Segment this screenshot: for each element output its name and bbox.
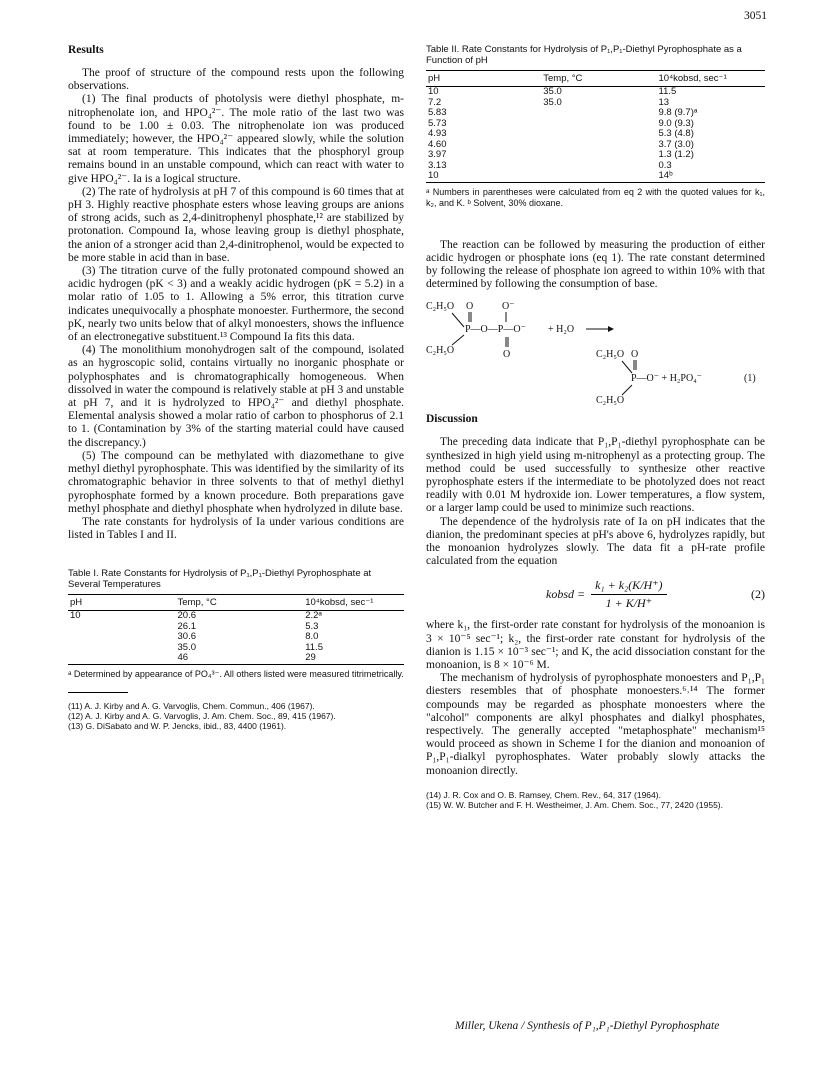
table-cell: 4.93 [428,128,447,139]
product-label: P—O⁻ + H₂PO₄⁻ [631,373,702,385]
discussion-paragraph: The mechanism of hydrolysis of pyrophosphate monoesters and P₁,P₁ diesters resembles that of phosphate monoesters.⁶˒¹⁴ The former compounds may be regarded as phosphate monoesters where the "alcohol" components are alkyl phosphates and dialkyl phosphates, respectively. The generally accepted "metaphosphate" mechanism¹⁵ would proceed as shown in Scheme I for the dianion and monoanion of P₁,P₁-dialkyl pyrophosphates. Water probably slowly attacks the monoanion directly. [426,672,765,777]
table-cell: 13 [658,96,670,108]
discussion-paragraph: The dependence of the hydrolysis rate of Ia on pH indicates that the dianion, the predominant species at pH's above 6, hydrolyzes rapidly, but the monoanion hydrolyzes slowly. The data fit a pH-rate profile calculated from the equation [426,515,765,568]
table-cell: 9.0 (9.3) [658,117,694,129]
equation-2 [426,578,765,611]
footnote: (13) G. DiSabato and W. P. Jencks, ibid., 83, 4400 (1961). [68,720,287,731]
equation-body [546,578,667,611]
table-cell: 4.60 [428,138,447,150]
table-cell: 11.5 [658,86,677,97]
table-cell [68,643,176,654]
table-row [426,171,765,182]
ethoxy-label: C₂H₅O [426,345,455,357]
table-cell: 0.3 [658,159,672,171]
table-cell: 30.6 [177,631,197,643]
equation-fraction [591,578,666,611]
equation-numerator: k₁ + k₂(K/H⁺) [591,578,666,595]
table-row [426,98,765,109]
equation-number: (2) [751,587,765,602]
table-cell: 3.13 [428,159,447,171]
scheme-chain: P—O—P—O⁻ [465,324,526,336]
ethoxy-label: C₂H₅O [596,349,625,361]
ethoxy-label: C₂H₅O [596,395,625,407]
table-cell: 9.8 (9.7)ᵃ [658,107,698,118]
results-paragraph: (4) The monolithium monohydrogen salt of the compound, isolated as an hygroscopic solid, contains virtually no inorganic phosphate or polyphosphates and is chromatographically homogeneous. When dissolved in water the compound is relatively stable at pH 3 and unstable at pH 7, and it is hydrolyzed to HPO₄²⁻ and diethyl phosphate. Elemental analysis showed a molar ratio of carbon to phosphorus of 2.1 to 1. (Contamination by 3% of the starting material could have caused the discrepancy.) [68,344,404,449]
table-2-note: ᵃ Numbers in parentheses were calculated from eq 2 with the quoted values for k₁, k₂, and K. ᵇ Solvent, 30% dioxane. [426,186,765,208]
table-header: 10⁴kobsd, sec⁻¹ [657,71,766,87]
table-cell: 20.6 [177,610,197,622]
scheme-bond [452,313,464,327]
table-cell [68,622,176,633]
table-row [426,87,765,98]
table-row [426,150,765,161]
table-1-note: ᵃ Determined by appearance of PO₄³⁻. All others listed were measured titrimetrically. [68,668,404,679]
footnote: (12) A. J. Kirby and A. G. Varvoglis, J. Am. Chem. Soc., 89, 415 (1967). [68,710,336,721]
table-cell: 5.3 (4.8) [658,128,694,139]
page-number: 3051 [744,10,767,22]
table-cell: 2.2ᵃ [305,610,322,622]
table-cell: 26.1 [177,620,197,632]
discussion-paragraph: where k₁, the first-order rate constant for hydrolysis of the monoanion is 3 × 10⁻⁵ sec⁻¹; k₂, the first-order rate constant for hydrolysis of the dianion is 1.15 × 10⁻³ sec⁻¹; and K, the acid dissociation constant for the monoanion, is 8 × 10⁻⁶ M. [426,619,765,671]
table-cell: 35.0 [543,96,562,108]
table-header: Temp, °C [541,71,656,87]
discussion-paragraph: The preceding data indicate that P₁,P₁-diethyl pyrophosphate can be synthesized in high yield using m-nitrophenyl as a protecting group. The method could be used successfully to synthesize other reactive pyrophosphate esters if the intermediate to be photolyzed does not react readily with 0.01 M hydroxide ion. Lower temperatures, a flow system, or a larger lamp could be used to minimize such reactions. [426,436,765,515]
table-cell: 5.3 [305,620,319,632]
table-cell [541,119,656,130]
equation-lhs: kobsd = [546,587,586,602]
table-cell: 11.5 [305,641,323,653]
table-cell: 1.3 (1.2) [658,149,694,160]
equation-denominator: 1 + K/H⁺ [605,596,653,611]
table-cell: 10 [428,170,439,181]
table-cell [541,171,656,182]
table-row [426,161,765,172]
scheme-bond [622,385,632,395]
table-row [426,108,765,119]
table-cell: 5.83 [428,107,447,118]
table-row [68,653,404,664]
table-1 [68,568,404,680]
arrowhead [608,326,614,332]
table-row [68,632,404,643]
water-label: + H₂O [548,324,575,336]
results-paragraph: (3) The titration curve of the fully protonated compound showed an acidic hydrogen (pK < 3) and a weakly acidic hydrogen (pK = 5.2) in a molar ratio of 1.05 to 1. Allowing a 5% error, this titration curve indicates unequivocally a phosphate monoester. Furthermore, the second pK, nearly two units below that of alkyl monoesters, shows the influence of an electronegative substituent.¹³ Compound Ia fits this data. [68,265,404,344]
table-row [426,129,765,140]
table-cell [541,129,656,140]
reaction-scheme [426,297,765,409]
results-paragraph: (5) The compound can be methylated with diazomethane to give methyl diethyl pyrophosphate. This was identified by the similarity of its chromatographic behavior in three solvents to that of methyl diethyl pyrophosphate formed by a known procedure. Both preparations gave methyl phosphate and diethyl phosphate when hydrolyzed in dilute base. [68,449,404,515]
table-cell: 5.73 [428,117,447,129]
table-cell: 10 [428,86,439,97]
table-row [68,643,404,654]
table-2-caption: Table II. Rate Constants for Hydrolysis of P₁,P₁-Diethyl Pyrophosphate as a Function of pH [426,44,742,66]
table-cell: 8.0 [305,631,319,643]
footnote-divider [68,692,128,693]
table-header: 10⁴kobsd, sec⁻¹ [303,595,404,611]
running-footer: Miller, Ukena / Synthesis of P₁,P₁-Diethyl Pyrophosphate [455,1020,720,1032]
table-row [68,622,404,633]
table-cell [541,108,656,119]
scheme-symbol: O⁻ [502,301,515,313]
table-cell [541,140,656,151]
table-cell [541,161,656,172]
scheme-symbol: O [631,349,639,361]
scheme-symbol: O [503,349,511,361]
results-paragraph: The rate constants for hydrolysis of Ia under various conditions are listed in Tables I and II. [68,515,404,542]
table-cell: 3.7 (3.0) [658,138,694,150]
table-cell [541,150,656,161]
table-cell: 46 [177,652,189,664]
table-header: pH [68,595,176,611]
left-column [68,44,404,731]
discussion-heading: Discussion [426,413,478,426]
table-2 [426,44,765,209]
table-1-grid [68,594,404,665]
results-paragraph: The proof of structure of the compound rests upon the following observations. [68,67,404,93]
table-row [426,140,765,151]
table-header: pH [426,71,541,87]
table-cell: 35.0 [177,641,197,653]
table-cell: 7.2 [428,96,442,108]
table-1-caption: Table I. Rate Constants for Hydrolysis of P₁,P₁-Diethyl Pyrophosphate at Several Temperatures [68,568,372,591]
right-column [426,44,765,810]
table-cell: 14ᵇ [658,170,673,181]
table-cell: 3.97 [428,149,447,160]
equation-number: (1) [744,373,756,385]
results-heading: Results [68,44,104,56]
table-header: Temp, °C [176,595,304,611]
table-cell: 10 [70,610,81,622]
table-2-grid [426,70,765,183]
footnote: (14) J. R. Cox and O. B. Ramsey, Chem. Rev., 64, 317 (1964). [426,789,661,800]
scheme-bond [452,335,464,345]
footnote: (11) A. J. Kirby and A. G. Varvoglis, Chem. Commun., 406 (1967). [68,700,315,711]
table-row [68,611,404,622]
table-cell: 29 [305,652,316,664]
table-cell [68,653,176,664]
results-paragraph: (1) The final products of photolysis were diethyl phosphate, m-nitrophenolate ion, and HPO₄²⁻. The mole ratio of the last two was found to be 1.00 ± 0.03. The nitrophenolate ion was produced immediately; however, the HPO₄²⁻ appeared slowly, while the solution sat at room temperature. This indicates that the phosphoryl group remains bound in an unstable compound, which can react with water to give HPO₄²⁻. Ia is a logical structure. [68,93,404,185]
results-paragraph: (2) The rate of hydrolysis at pH 7 of this compound is 60 times that at pH 3. Highly reactive phosphate esters whose leaving groups are anions of strong acids, such as 2,4-dinitrophenyl phosphate,¹² are stabilized by protonation. Compound Ia, whose leaving group is diethyl phosphate, the anion of a stronger acid than 2,4-dinitrophenol, would be expected to be more stable in acid than in base. [68,185,404,264]
footnote: (15) W. W. Butcher and F. H. Westheimer, J. Am. Chem. Soc., 77, 2420 (1955). [426,799,723,810]
scheme-bond [622,361,632,373]
table-cell [68,632,176,643]
table-row [426,119,765,130]
scheme-symbol: O [466,301,474,313]
ethoxy-label: C₂H₅O [426,301,455,313]
table-cell: 35.0 [543,86,562,97]
reaction-paragraph: The reaction can be followed by measuring the production of either acidic hydrogen or phosphate ions (eq 1). The rate constant determined by following the release of phosphate ion agreed to within 10% with that determined by following the consumption of base. [426,238,765,291]
